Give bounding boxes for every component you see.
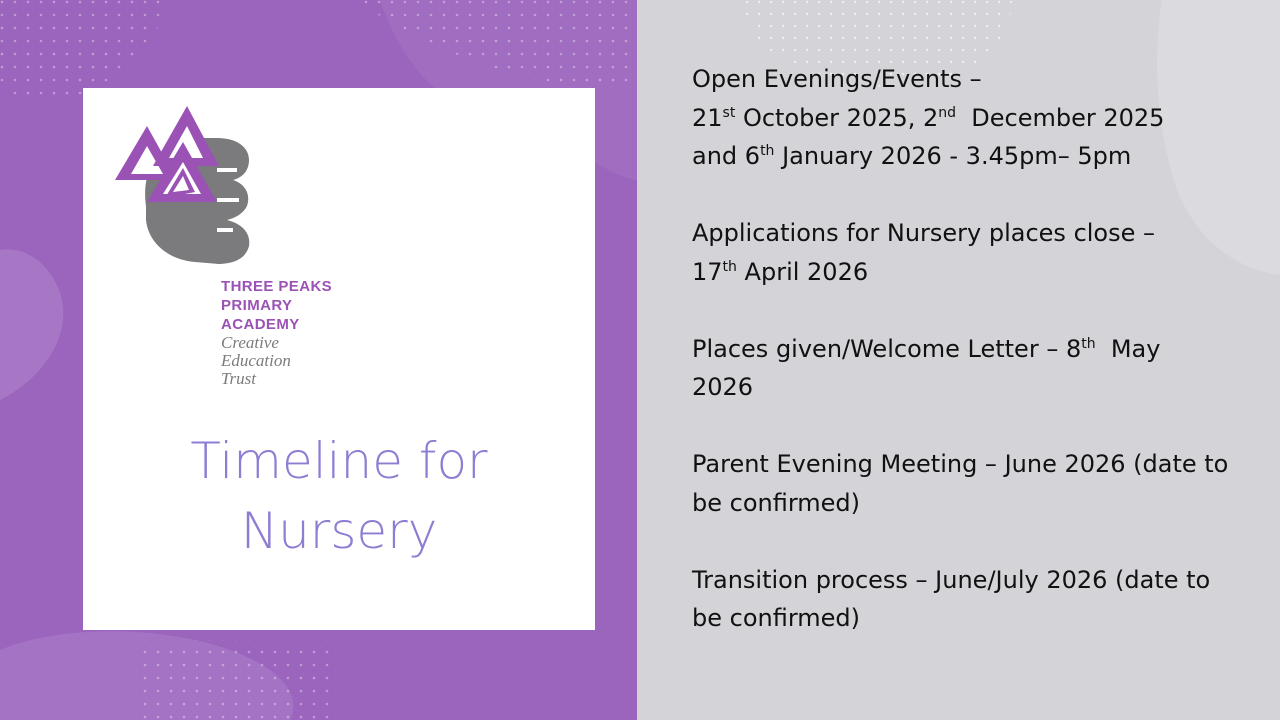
open-events-times: and 6th January 2026 - 3.45pm– 5pm (692, 142, 1132, 170)
timeline-item-applications (692, 214, 1252, 291)
academy-name (221, 277, 332, 388)
open-events-heading: Open Evenings/Events – (692, 65, 982, 93)
academy-name-line: ACADEMY (221, 316, 300, 333)
open-events-dates: 21st October 2025, 2nd December 2025 (692, 103, 1165, 132)
trust-name-line: Creative (221, 333, 279, 352)
timeline-item-places-given: Places given/Welcome Letter – 8th May 2026 (692, 334, 1169, 401)
triangles-emblem-icon (113, 102, 273, 272)
decor-dots-bottom (140, 640, 330, 720)
slide-title (83, 426, 595, 566)
timeline-item-transition: Transition process – June/July 2026 (date to be confirmed) (692, 565, 1211, 632)
timeline-item-open-events (692, 60, 1252, 176)
slide-title-line: Nursery (240, 502, 438, 560)
trust-name-line: Trust (221, 369, 256, 388)
applications-date: 17th April 2026 (692, 257, 869, 286)
slide-title-line: Timeline for (190, 432, 488, 490)
timeline-item-parent-evening: Parent Evening Meeting – June 2026 (date to be confirmed) (692, 450, 1229, 517)
academy-name-line: PRIMARY (221, 297, 293, 314)
timeline-list (692, 60, 1252, 676)
academy-name-line: THREE PEAKS (221, 278, 333, 295)
left-panel (0, 0, 637, 720)
applications-heading: Applications for Nursery places close – (692, 219, 1156, 247)
trust-name-line: Education (221, 351, 291, 370)
logo-title-card (83, 88, 595, 630)
